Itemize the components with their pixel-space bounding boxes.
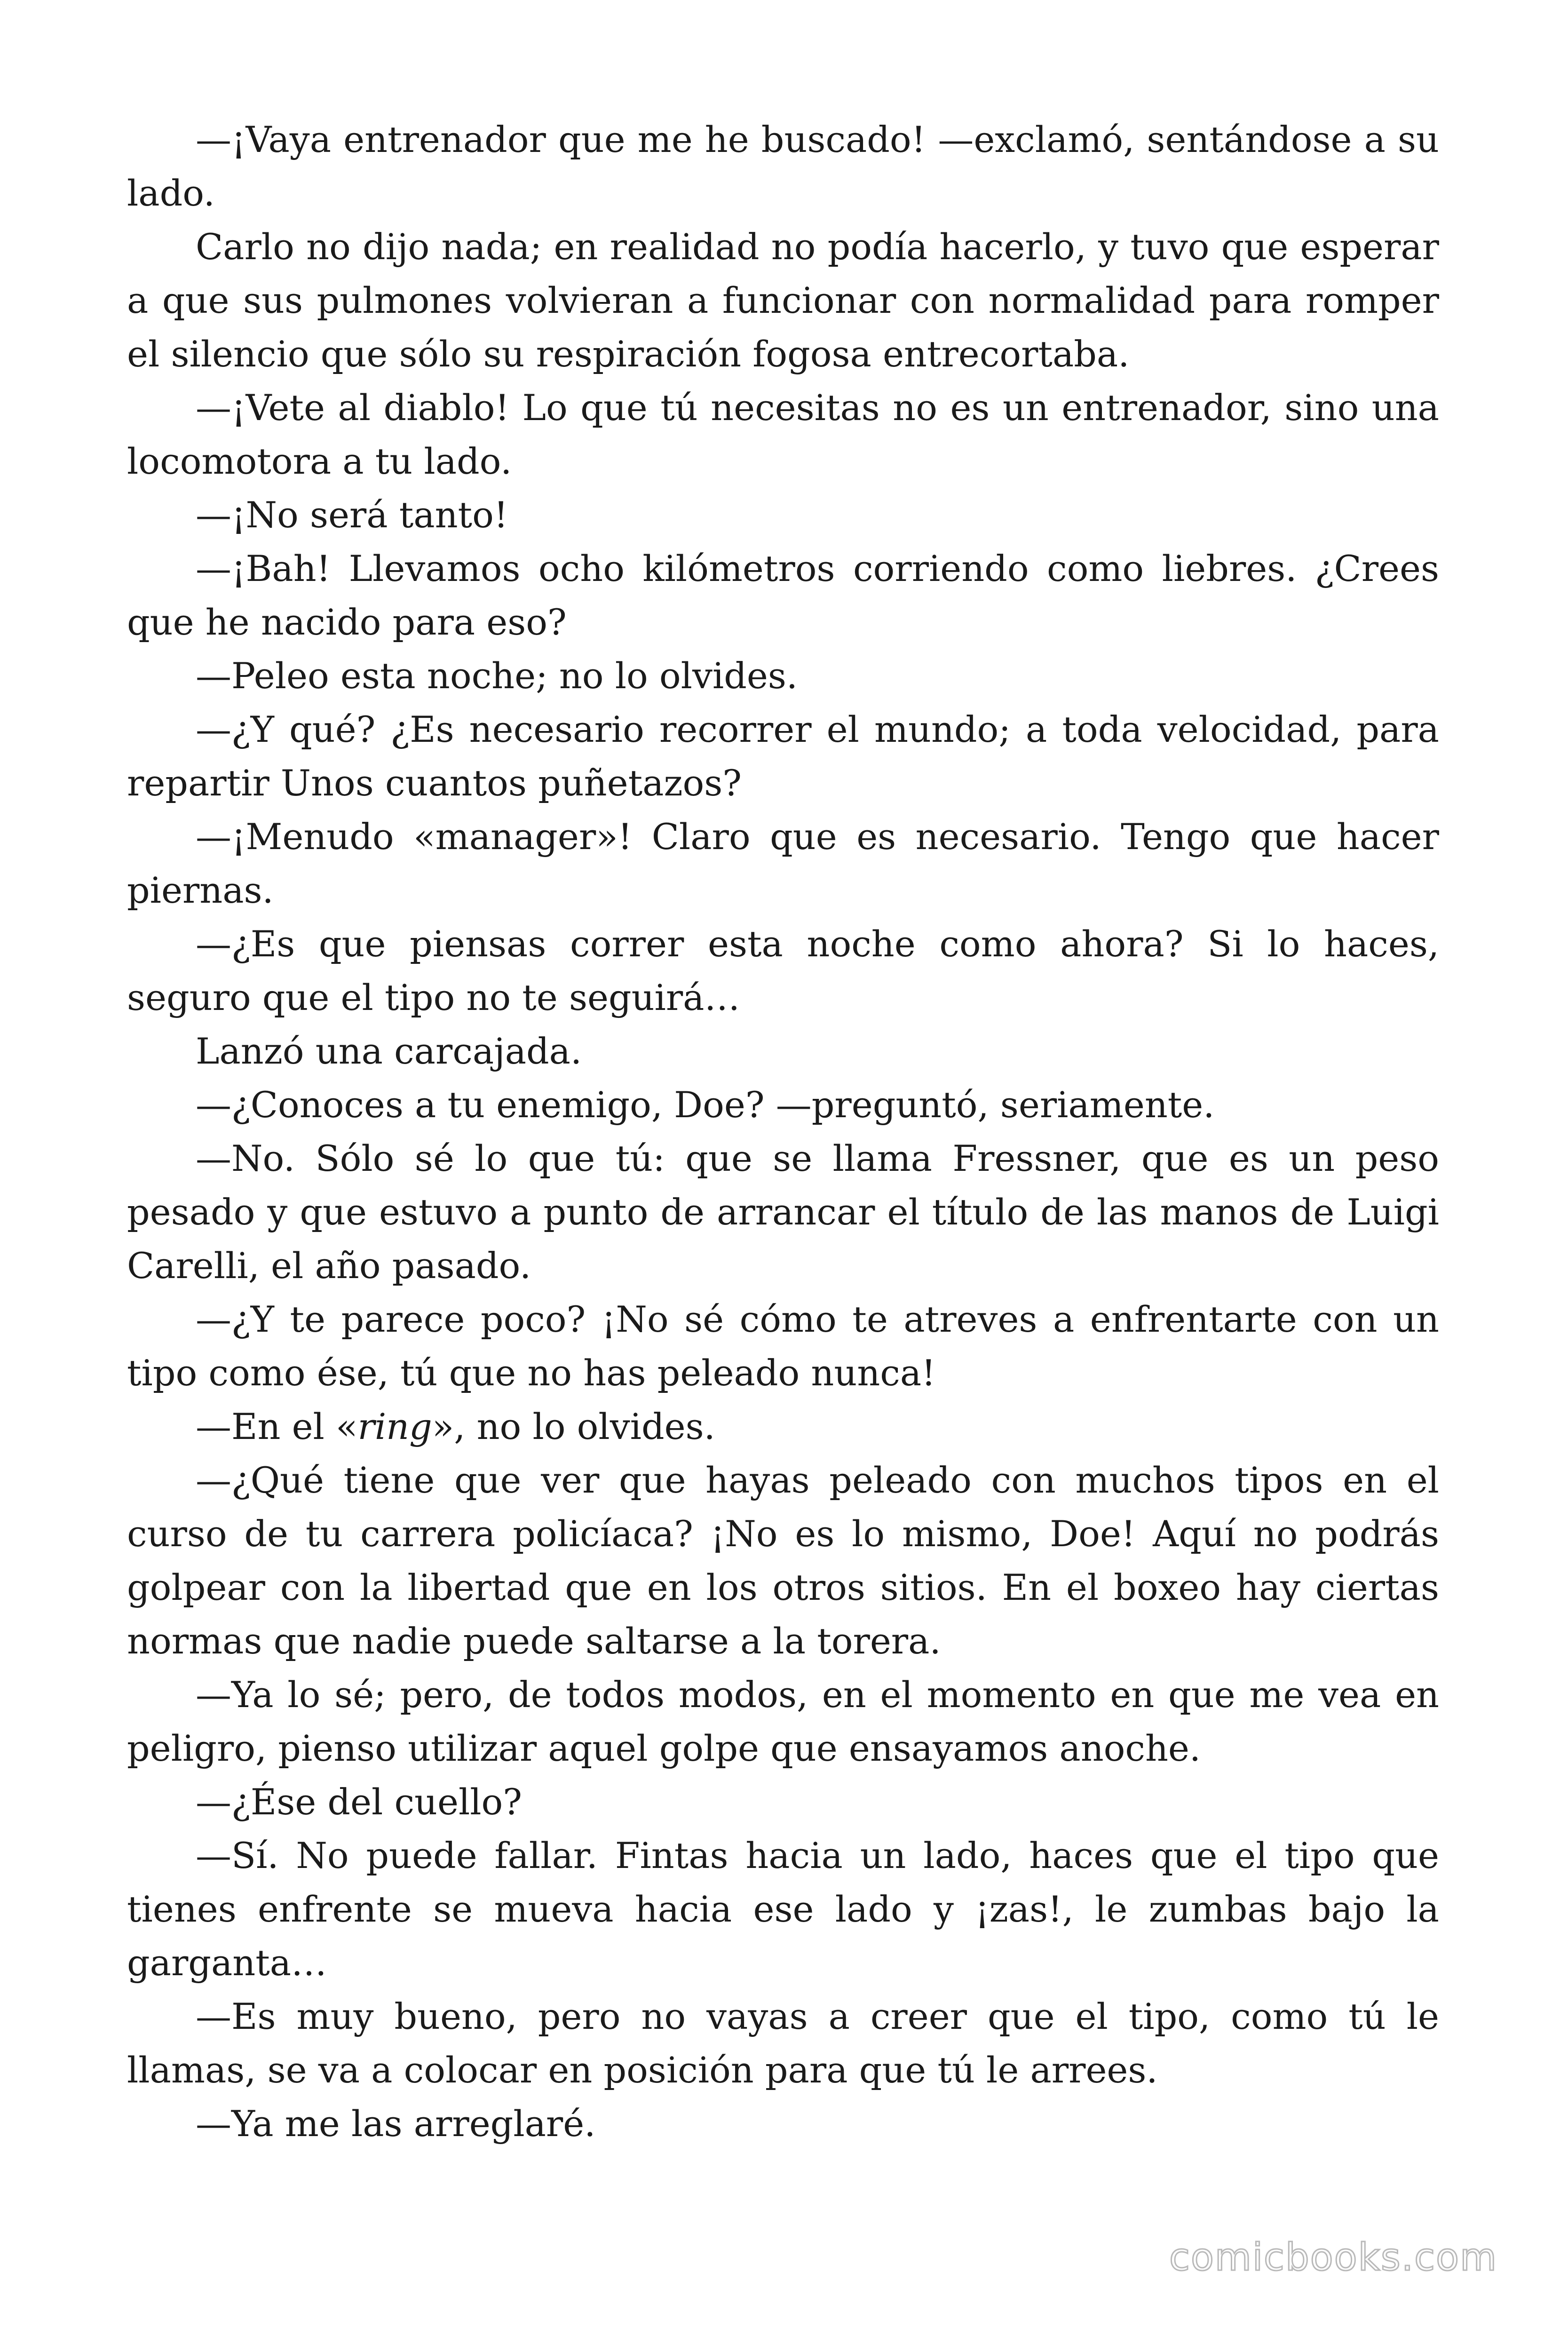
paragraph-text: Carlo no dijo nada; en realidad no podía hacerlo, y tuvo que esperar a que sus pulmones volvieran a funcionar con normalidad para romper el silencio que sólo su respiración fogosa entrecortaba. <box>127 226 1439 375</box>
paragraph-text: —¿Qué tiene que ver que hayas peleado con muchos tipos en el curso de tu carrera policíaca? ¡No es lo mismo, Doe! Aquí no podrás golpear con la libertad que en los otros sitios. En el boxeo hay ciertas normas que nadie puede saltarse a la torera. <box>127 1459 1439 1662</box>
paragraph-text: —No. Sólo sé lo que tú: que se llama Fressner, que es un peso pesado y que estuvo a punto de arrancar el título de las manos de Luigi Carelli, el año pasado. <box>127 1137 1439 1287</box>
paragraph-text: —Ya lo sé; pero, de todos modos, en el momento en que me vea en peligro, pienso utilizar aquel golpe que ensayamos anoche. <box>127 1674 1439 1769</box>
paragraph-text: —¡No será tanto! <box>196 494 508 536</box>
paragraph-text: —¡Vaya entrenador que me he buscado! —exclamó, sentándose a su lado. <box>127 119 1439 214</box>
paragraph-text: —¿Conoces a tu enemigo, Doe? —preguntó, seriamente. <box>196 1084 1215 1126</box>
paragraph <box>127 542 1439 649</box>
paragraph <box>127 1454 1439 1668</box>
paragraph <box>127 1668 1439 1775</box>
paragraph <box>127 1293 1439 1400</box>
paragraph-text: —¿Es que piensas correr esta noche como ahora? Si lo haces, seguro que el tipo no te seguirá… <box>127 923 1439 1018</box>
paragraph-text: —¡Menudo «manager»! Claro que es necesario. Tengo que hacer piernas. <box>127 816 1439 911</box>
paragraph <box>127 1132 1439 1293</box>
paragraph <box>127 1078 1439 1132</box>
body-text <box>127 113 1439 2151</box>
paragraph-text: —Es muy bueno, pero no vayas a creer que el tipo, como tú le llamas, se va a colocar en posición para que tú le arrees. <box>127 1995 1439 2091</box>
paragraph-text: Lanzó una carcajada. <box>196 1030 582 1072</box>
paragraph-text: —¿Ése del cuello? <box>196 1781 523 1823</box>
italic-text: ring <box>357 1406 432 1447</box>
paragraph-text: —¿Y qué? ¿Es necesario recorrer el mundo; a toda velocidad, para repartir Unos cuantos puñetazos? <box>127 708 1439 804</box>
paragraph-text: », no lo olvides. <box>432 1406 715 1447</box>
paragraph-text: —Sí. No puede fallar. Fintas hacia un lado, haces que el tipo que tienes enfrente se mueva hacia ese lado y ¡zas!, le zumbas bajo la garganta… <box>127 1835 1439 1984</box>
paragraph-text: —En el « <box>196 1406 358 1447</box>
paragraph-text: —Peleo esta noche; no lo olvides. <box>196 655 798 697</box>
paragraph <box>127 1775 1439 1829</box>
paragraph <box>127 1400 1439 1454</box>
paragraph <box>127 703 1439 810</box>
paragraph <box>127 381 1439 488</box>
paragraph <box>127 649 1439 703</box>
paragraph <box>127 113 1439 220</box>
paragraph-text: —Ya me las arreglaré. <box>196 2103 596 2145</box>
paragraph-text: —¿Y te parece poco? ¡No sé cómo te atreves a enfrentarte con un tipo como ése, tú que no has peleado nunca! <box>127 1298 1439 1394</box>
paragraph <box>127 2097 1439 2151</box>
paragraph <box>127 917 1439 1025</box>
paragraph <box>127 1025 1439 1078</box>
paragraph <box>127 1829 1439 1990</box>
paragraph-text: —¡Bah! Llevamos ocho kilómetros corriendo como liebres. ¿Crees que he nacido para eso? <box>127 548 1439 643</box>
paragraph <box>127 810 1439 917</box>
paragraph <box>127 488 1439 542</box>
watermark: comicbooks.com <box>1169 2235 1497 2279</box>
paragraph-text: —¡Vete al diablo! Lo que tú necesitas no es un entrenador, sino una locomotora a tu lado. <box>127 387 1439 482</box>
paragraph <box>127 220 1439 381</box>
paragraph <box>127 1990 1439 2097</box>
